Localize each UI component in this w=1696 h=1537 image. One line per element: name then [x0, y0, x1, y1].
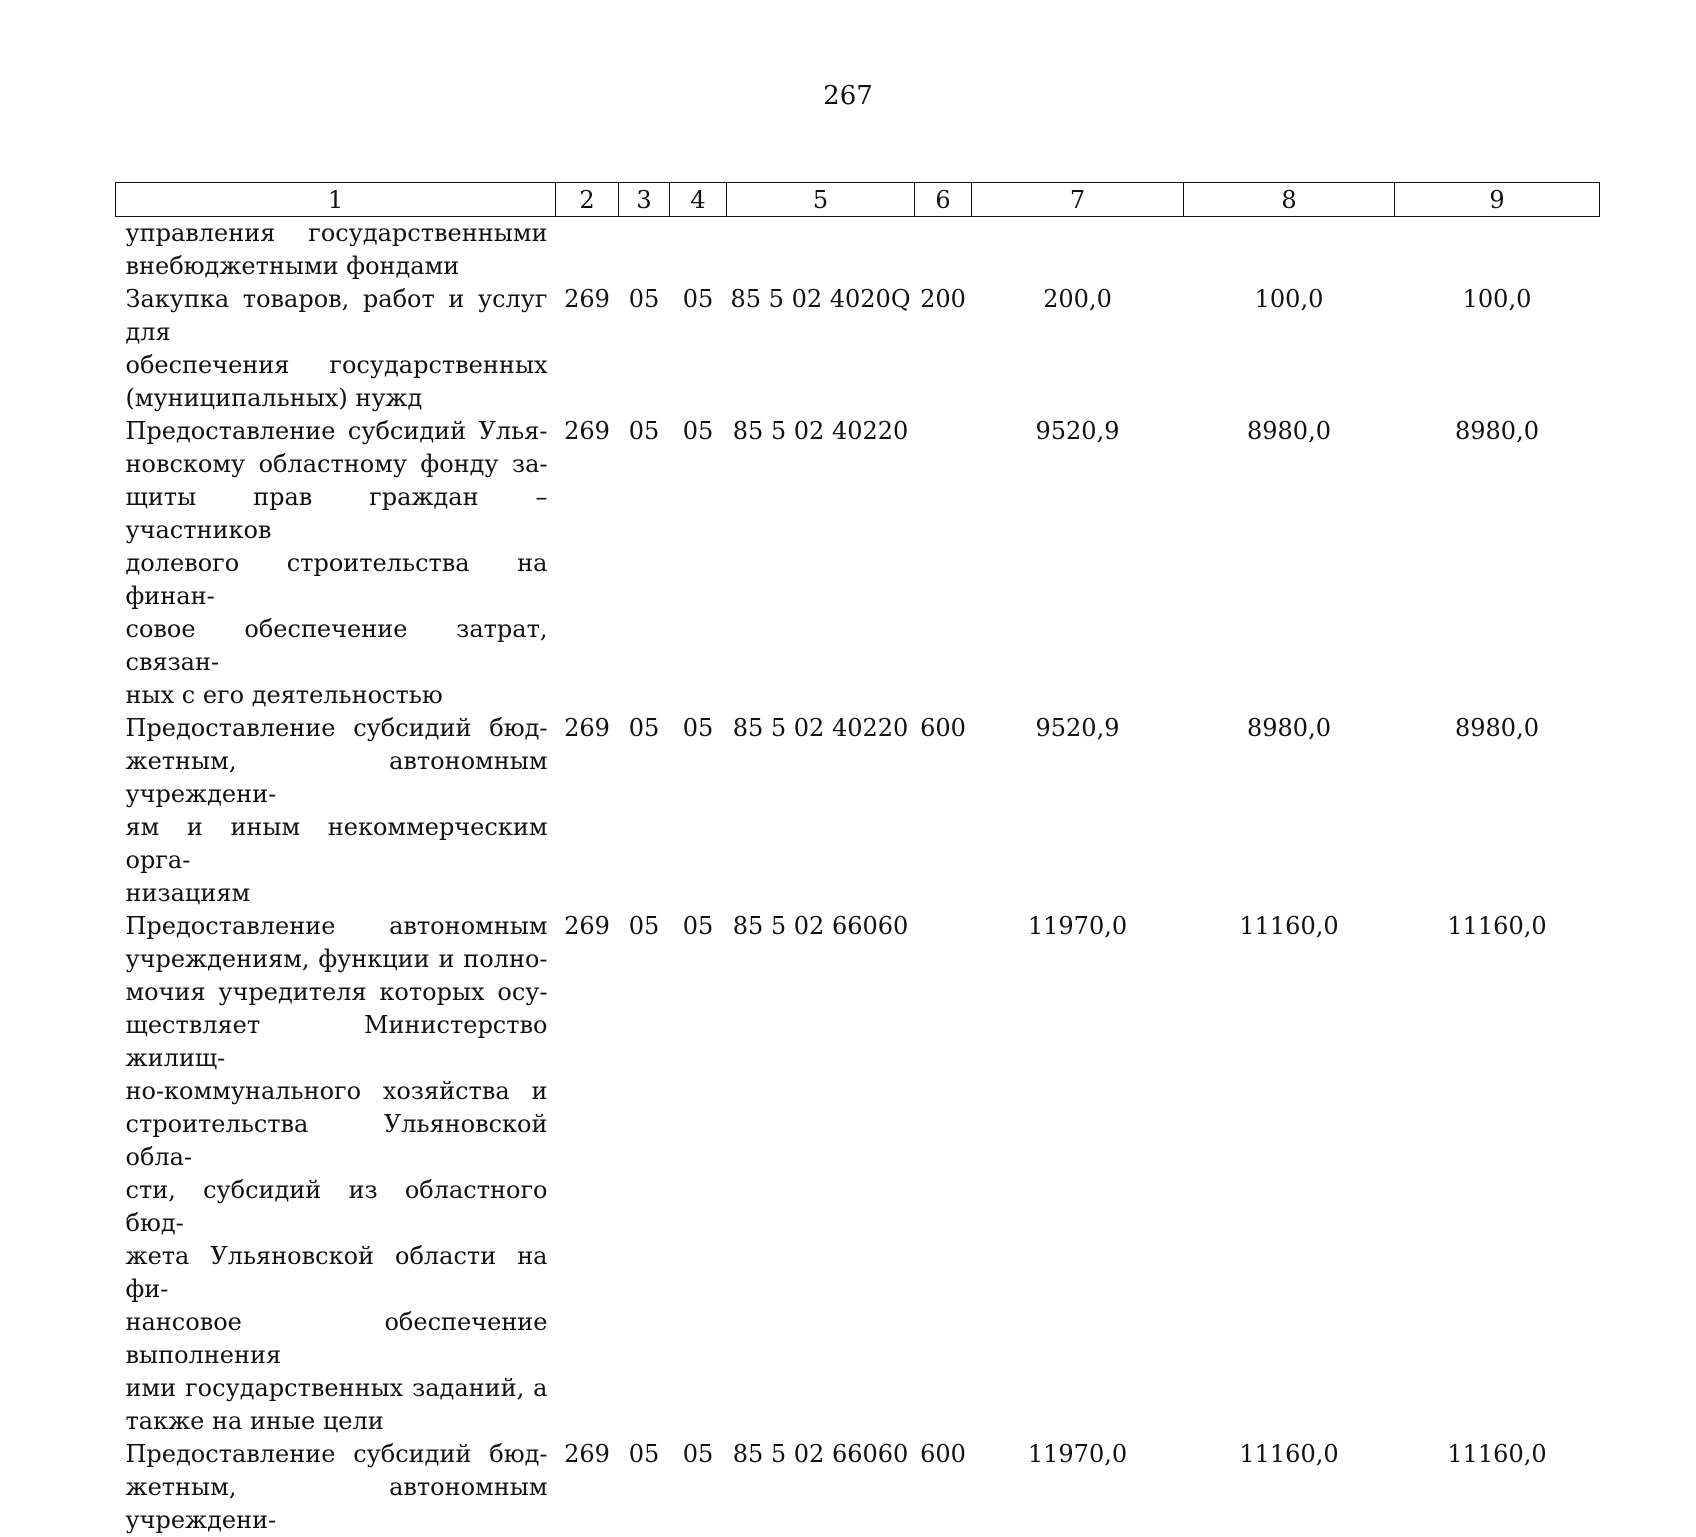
description-line: ных с его деятельностью: [126, 679, 548, 712]
description-line: обеспечения государственных: [126, 349, 548, 382]
description-line: (муниципальных) нужд: [126, 382, 548, 415]
code-subsection: 05: [670, 910, 727, 1438]
code-admin: 269: [556, 712, 619, 910]
code-subsection: 05: [670, 1438, 727, 1537]
code-admin: [556, 217, 619, 284]
column-header-7: 7: [972, 183, 1184, 217]
code-section: 05: [619, 283, 670, 415]
table-row: [116, 415, 1600, 712]
code-expense-type: 200: [915, 283, 972, 415]
description-line: внебюджетными фондами: [126, 250, 548, 283]
code-admin: 269: [556, 283, 619, 415]
amount-col-9: [1395, 217, 1600, 284]
column-header-1: 1: [116, 183, 556, 217]
description-line: низациям: [126, 877, 548, 910]
code-expense-type: 600: [915, 712, 972, 910]
header-row: [116, 183, 1600, 217]
description-line: мочия учредителя которых осу-: [126, 976, 548, 1009]
amount-col-7: [972, 217, 1184, 284]
amount-col-7: 9520,9: [972, 415, 1184, 712]
row-description: [116, 1438, 556, 1537]
code-subsection: 05: [670, 415, 727, 712]
description-line: строительства Ульяновской обла-: [126, 1108, 548, 1174]
code-section: 05: [619, 712, 670, 910]
description-line: жетным, автономным учреждени-: [126, 1471, 548, 1537]
description-line: Предоставление субсидий Улья-: [126, 415, 548, 448]
description-line: жета Ульяновской области на фи-: [126, 1240, 548, 1306]
code-section: 05: [619, 415, 670, 712]
amount-col-8: 8980,0: [1184, 712, 1395, 910]
amount-col-8: 11160,0: [1184, 910, 1395, 1438]
code-subsection: 05: [670, 712, 727, 910]
description-line: но-коммунального хозяйства и: [126, 1075, 548, 1108]
column-header-8: 8: [1184, 183, 1395, 217]
amount-col-7: 11970,0: [972, 1438, 1184, 1537]
table-body: [116, 217, 1600, 1537]
code-target: 85 5 02 4020Q: [727, 283, 915, 415]
code-subsection: 05: [670, 283, 727, 415]
code-target: 85 5 02 66060: [727, 910, 915, 1438]
description-line: нансовое обеспечение выполнения: [126, 1306, 548, 1372]
code-section: 05: [619, 1438, 670, 1537]
code-target: 85 5 02 40220: [727, 415, 915, 712]
amount-col-8: [1184, 217, 1395, 284]
code-section: [619, 217, 670, 284]
description-line: ими государственных заданий, а: [126, 1372, 548, 1405]
amount-col-9: 11160,0: [1395, 910, 1600, 1438]
column-header-2: 2: [556, 183, 619, 217]
code-expense-type: [915, 217, 972, 284]
code-subsection: [670, 217, 727, 284]
code-expense-type: [915, 415, 972, 712]
table-row: [116, 1438, 1600, 1537]
description-line: новскому областному фонду за-: [126, 448, 548, 481]
description-line: Закупка товаров, работ и услуг для: [126, 283, 548, 349]
description-line: ям и иным некоммерческим орга-: [126, 811, 548, 877]
description-line: ществляет Министерство жилищ-: [126, 1009, 548, 1075]
row-description: [116, 712, 556, 910]
code-target: 85 5 02 66060: [727, 1438, 915, 1537]
row-description: [116, 217, 556, 284]
column-header-9: 9: [1395, 183, 1600, 217]
description-line: также на иные цели: [126, 1405, 548, 1438]
amount-col-8: 8980,0: [1184, 415, 1395, 712]
amount-col-8: 11160,0: [1184, 1438, 1395, 1537]
code-expense-type: [915, 910, 972, 1438]
description-line: управления государственными: [126, 217, 548, 250]
page-number: 267: [0, 80, 1696, 112]
table-row: [116, 217, 1600, 284]
description-line: щиты прав граждан – участников: [126, 481, 548, 547]
amount-col-9: 11160,0: [1395, 1438, 1600, 1537]
description-line: Предоставление субсидий бюд-: [126, 1438, 548, 1471]
description-line: Предоставление автономным: [126, 910, 548, 943]
description-line: сти, субсидий из областного бюд-: [126, 1174, 548, 1240]
code-expense-type: 600: [915, 1438, 972, 1537]
code-target: [727, 217, 915, 284]
column-header-4: 4: [670, 183, 727, 217]
table-row: [116, 910, 1600, 1438]
description-line: Предоставление субсидий бюд-: [126, 712, 548, 745]
column-header-6: 6: [915, 183, 972, 217]
code-admin: 269: [556, 1438, 619, 1537]
row-description: [116, 910, 556, 1438]
amount-col-9: 100,0: [1395, 283, 1600, 415]
budget-table: [115, 182, 1600, 1537]
description-line: долевого строительства на финан-: [126, 547, 548, 613]
description-line: учреждениям, функции и полно-: [126, 943, 548, 976]
description-line: совое обеспечение затрат, связан-: [126, 613, 548, 679]
code-admin: 269: [556, 415, 619, 712]
amount-col-9: 8980,0: [1395, 712, 1600, 910]
amount-col-9: 8980,0: [1395, 415, 1600, 712]
row-description: [116, 415, 556, 712]
code-section: 05: [619, 910, 670, 1438]
amount-col-8: 100,0: [1184, 283, 1395, 415]
amount-col-7: 9520,9: [972, 712, 1184, 910]
table-row: [116, 712, 1600, 910]
code-target: 85 5 02 40220: [727, 712, 915, 910]
row-description: [116, 283, 556, 415]
table-row: [116, 283, 1600, 415]
code-admin: 269: [556, 910, 619, 1438]
column-header-3: 3: [619, 183, 670, 217]
amount-col-7: 200,0: [972, 283, 1184, 415]
column-header-5: 5: [727, 183, 915, 217]
amount-col-7: 11970,0: [972, 910, 1184, 1438]
description-line: жетным, автономным учреждени-: [126, 745, 548, 811]
